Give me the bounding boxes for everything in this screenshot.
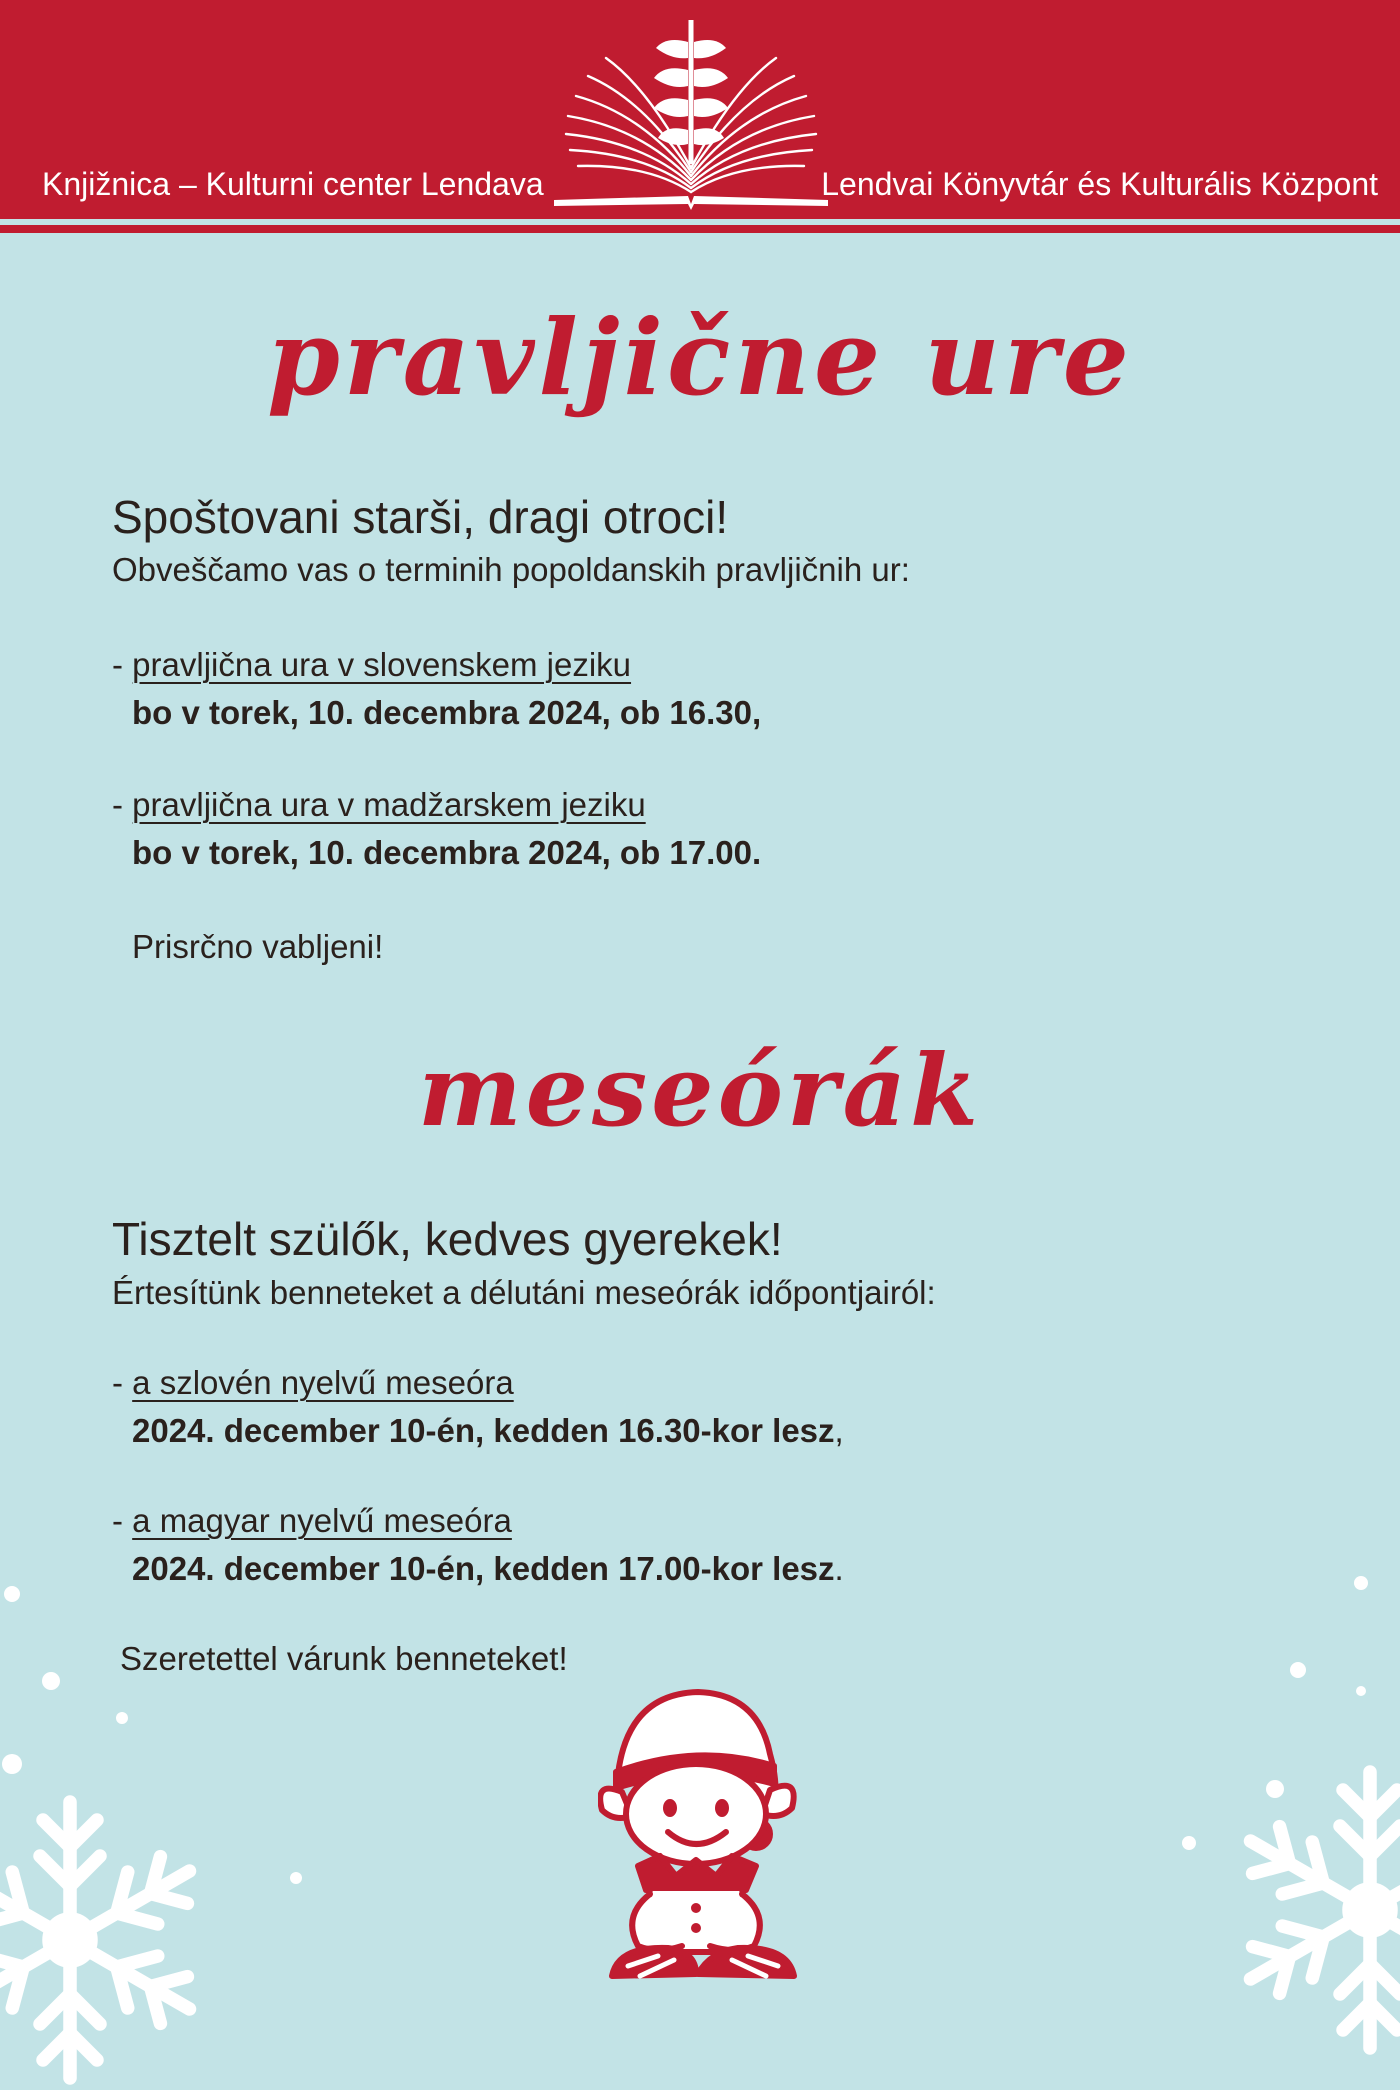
event-name: a magyar nyelvű meseóra xyxy=(132,1502,512,1539)
hungarian-closing: Szeretettel várunk benneteket! xyxy=(120,1640,568,1677)
event-time-end: . xyxy=(834,1550,844,1587)
event-time: 2024. december 10-én, kedden 16.30-kor lesz xyxy=(132,1412,835,1449)
slovenian-title: pravljične ure xyxy=(267,296,1133,419)
hungarian-intro: Értesítünk benneteket a délutáni meseórák időpontjairól: xyxy=(112,1274,936,1311)
snow-dot xyxy=(42,1672,60,1690)
header-left-text: Knjižnica – Kulturni center Lendava xyxy=(42,166,544,202)
snow-dot xyxy=(4,1586,20,1602)
snow-dot xyxy=(1290,1662,1306,1678)
snow-dot xyxy=(1354,1576,1368,1590)
slovenian-closing: Prisrčno vabljeni! xyxy=(132,928,384,965)
slovenian-event-1 xyxy=(112,646,631,684)
header-right-text: Lendvai Könyvtár és Kulturális Központ xyxy=(821,166,1378,202)
elf-icon xyxy=(598,1684,808,1980)
event-dash: - xyxy=(112,646,133,683)
hungarian-greeting: Tisztelt szülők, kedves gyerekek! xyxy=(112,1213,783,1265)
snowflake-icon xyxy=(0,1790,220,2090)
slovenian-intro: Obveščamo vas o terminih popoldanskih pravljičnih ur: xyxy=(112,551,910,588)
snowflake-icon xyxy=(1220,1760,1400,2060)
open-book-wheat-logo-icon xyxy=(548,14,834,210)
snow-dot xyxy=(116,1712,128,1724)
slovenian-greeting: Spoštovani starši, dragi otroci! xyxy=(112,491,729,543)
slovenian-event-2-time: bo v torek, 10. decembra 2024, ob 17.00. xyxy=(132,834,762,871)
hungarian-event-1 xyxy=(112,1364,514,1402)
hungarian-event-1-time xyxy=(132,1412,844,1450)
hungarian-title: meseórák xyxy=(418,1034,982,1149)
event-name: a szlovén nyelvű meseóra xyxy=(132,1364,514,1401)
event-dash: - xyxy=(112,1502,133,1539)
snow-dot xyxy=(1182,1836,1196,1850)
header-divider xyxy=(0,225,1400,233)
slovenian-event-2 xyxy=(112,786,646,824)
event-time: 2024. december 10-én, kedden 17.00-kor lesz xyxy=(132,1550,835,1587)
hungarian-event-2 xyxy=(112,1502,512,1540)
snow-dot xyxy=(2,1754,22,1774)
slovenian-event-1-time: bo v torek, 10. decembra 2024, ob 16.30, xyxy=(132,694,762,731)
event-name: pravljična ura v slovenskem jeziku xyxy=(132,646,632,683)
header-band xyxy=(0,0,1400,219)
hungarian-event-2-time xyxy=(132,1550,844,1588)
snow-dot xyxy=(290,1872,302,1884)
event-name: pravljična ura v madžarskem jeziku xyxy=(132,786,646,823)
snow-dot xyxy=(1356,1686,1366,1696)
event-dash: - xyxy=(112,786,133,823)
event-time-end: , xyxy=(834,1412,844,1449)
event-dash: - xyxy=(112,1364,133,1401)
